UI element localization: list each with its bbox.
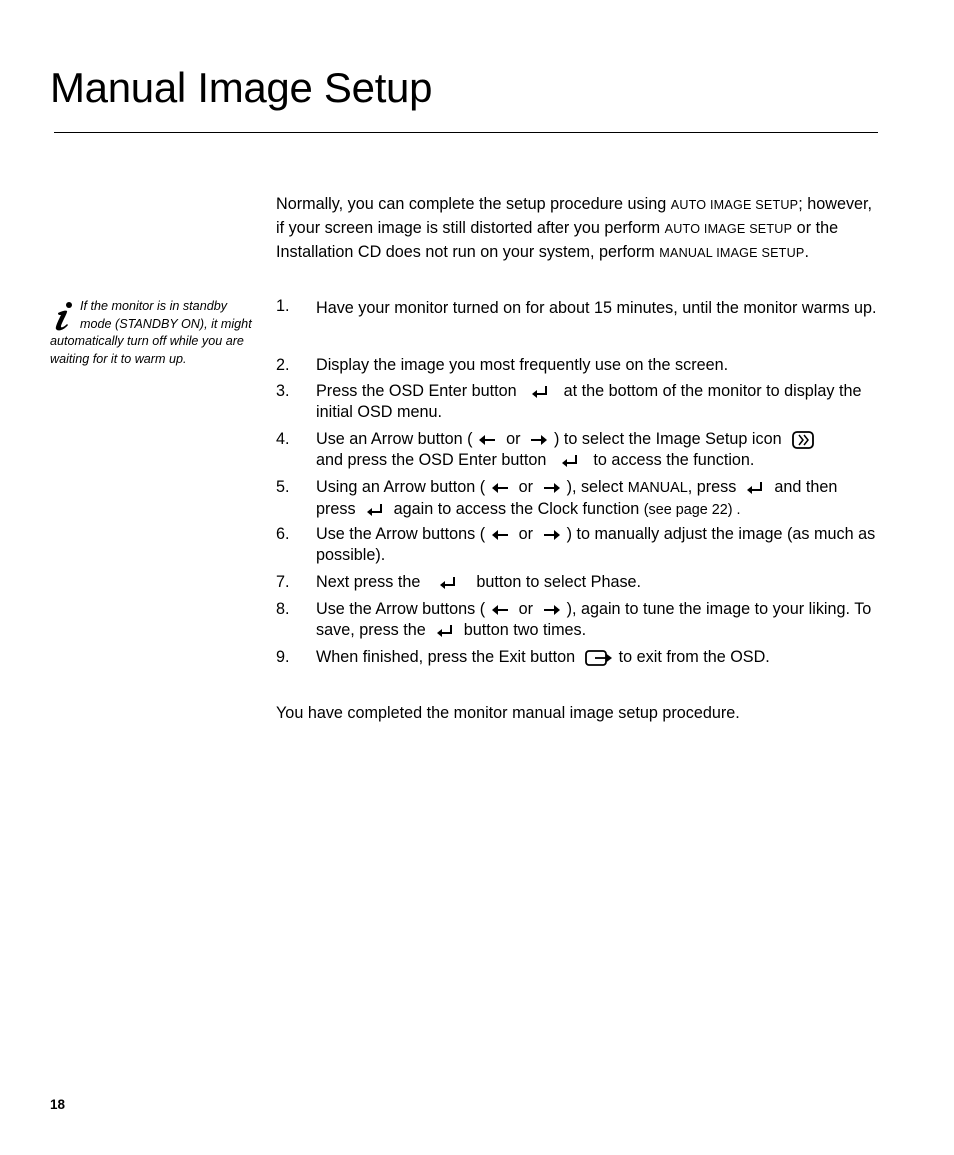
enter-icon (438, 575, 458, 591)
step-text: Have your monitor turned on for about 15 minutes, until the monitor warms up. (316, 299, 877, 317)
exit-icon (584, 649, 614, 667)
step-4-text-a: Use an Arrow button ( (316, 430, 473, 448)
or-label: or (518, 525, 534, 543)
intro-text-1: Normally, you can complete the setup procedure using (276, 195, 671, 213)
arrow-left-icon (490, 603, 510, 617)
page-number: 18 (50, 1097, 66, 1112)
closing-paragraph: You have completed the monitor manual image setup procedure. (276, 704, 740, 722)
step-5-text-c: , press (687, 478, 737, 496)
or-label: or (506, 430, 521, 448)
step-number: 9. (276, 648, 290, 666)
step-text (316, 477, 880, 521)
step-4-text-d: to access the function. (593, 451, 755, 469)
image-setup-icon (791, 430, 815, 450)
step-number: 4. (276, 430, 290, 448)
arrow-left-icon (490, 481, 510, 495)
step-8-text-c: button two times. (463, 621, 587, 639)
enter-icon (365, 502, 385, 518)
manual-image-setup-term: MANUAL IMAGE SETUP (659, 246, 805, 260)
step-7-text-b: button to select Phase. (476, 573, 642, 591)
enter-icon (560, 453, 580, 469)
arrow-right-icon (542, 603, 562, 617)
arrow-right-icon (529, 433, 549, 447)
arrow-right-icon (542, 528, 562, 542)
info-icon (50, 298, 78, 332)
enter-icon (435, 623, 455, 639)
intro-text-3: or the Installation CD does not run on your system, perform (276, 219, 839, 261)
step-4-text-c: and press the OSD Enter button (316, 451, 547, 469)
intro-text-2: ; however, if your screen image is still distorted after you perform (276, 195, 873, 237)
page-reference: (see page 22) (643, 502, 733, 518)
step-5-text-e: again to access the Clock function (393, 500, 644, 518)
step-9-text-a: When finished, press the Exit button (316, 648, 576, 666)
step-text (316, 524, 880, 566)
step-3-text-a: Press the OSD Enter button (316, 382, 517, 400)
step-text (316, 647, 880, 668)
step-3-text-b: at the bottom of the monitor to display the initial OSD menu. (316, 382, 862, 421)
step-5-text-g: . (732, 502, 741, 518)
step-number: 8. (276, 600, 290, 618)
enter-icon (530, 384, 550, 400)
step-text (316, 572, 880, 593)
step-9-text-b: to exit from the OSD. (618, 648, 770, 666)
step-number: 6. (276, 525, 290, 543)
step-6-text-a: Use the Arrow buttons ( (316, 525, 486, 543)
or-label: or (518, 478, 534, 496)
manual-option-label: MANUAL (627, 480, 688, 496)
step-8-text-b: ), again to tune the image to your liking. To save, press the (316, 600, 872, 639)
title-divider (54, 132, 878, 133)
step-number: 1. (276, 297, 290, 315)
step-text: Display the image you most frequently use on the screen. (316, 356, 729, 374)
auto-image-setup-term: AUTO IMAGE SETUP (670, 198, 799, 212)
step-4-text-b: ) to select the Image Setup icon (553, 430, 782, 448)
step-7-text-a: Next press the (316, 573, 421, 591)
step-5-text-b: ), select (566, 478, 628, 496)
step-text (316, 381, 880, 423)
step-8-text-a: Use the Arrow buttons ( (316, 600, 486, 618)
step-text (316, 599, 880, 641)
step-5-text-d: and then press (316, 478, 838, 518)
side-note-text: If the monitor is in standby mode (STANDBY ON), it might automatically turn off while you are waiting for it to warm up. (50, 299, 252, 366)
step-text (316, 429, 880, 471)
arrow-left-icon (490, 528, 510, 542)
step-number: 3. (276, 382, 290, 400)
step-6-text-b: ) to manually adjust the image (as much as possible). (316, 525, 876, 564)
arrow-left-icon (477, 433, 497, 447)
auto-image-setup-term: AUTO IMAGE SETUP (664, 222, 793, 236)
step-number: 2. (276, 356, 290, 374)
side-note (50, 298, 255, 368)
intro-paragraph (276, 193, 876, 265)
enter-icon (745, 480, 765, 496)
step-number: 7. (276, 573, 290, 591)
step-5-text-a: Using an Arrow button ( (316, 478, 486, 496)
intro-text-4: . (804, 243, 809, 261)
step-number: 5. (276, 478, 290, 496)
or-label: or (518, 600, 534, 618)
arrow-right-icon (542, 481, 562, 495)
page-title: Manual Image Setup (50, 64, 433, 111)
